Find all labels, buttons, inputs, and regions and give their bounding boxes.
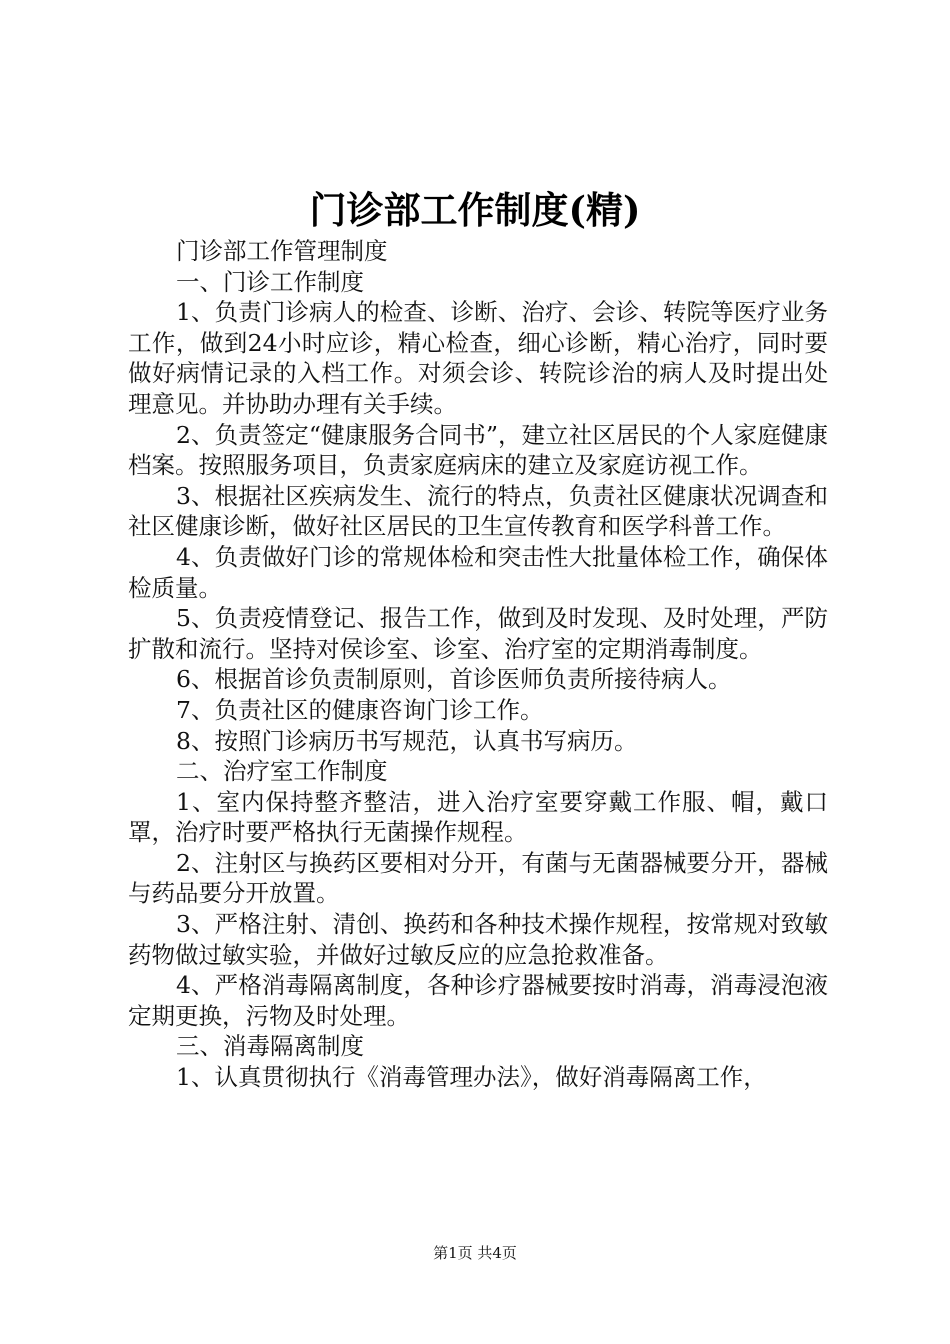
document-title: 门诊部工作制度(精) [309,188,641,232]
document-body [128,236,828,1093]
section-heading: 三、消毒隔离制度 [176,1032,364,1061]
section-heading: 一、门诊工作制度 [176,267,364,296]
paragraph: 3、严格注射、清创、换药和各种技术操作规程，按常规对致敏药物做过敏实验，并做好过敏反应的应急抢救准备。 [128,910,828,969]
page-footer: 第1页 共4页 [433,1244,517,1262]
section-heading: 门诊部工作管理制度 [176,237,388,265]
paragraph: 4、严格消毒隔离制度，各种诊疗器械要按时消毒，消毒浸泡液定期更换，污物及时处理。 [128,971,828,1030]
paragraph: 5、负责疫情登记、报告工作，做到及时发现、及时处理，严防扩散和流行。坚持对侯诊室、诊室、治疗室的定期消毒制度。 [128,604,828,663]
paragraph: 7、负责社区的健康咨询门诊工作。 [176,695,544,724]
paragraph: 8、按照门诊病历书写规范，认真书写病历。 [176,726,638,755]
paragraph: 6、根据首诊负责制原则，首诊医师负责所接待病人。 [176,665,732,694]
paragraph: 4、负责做好门诊的常规体检和突击性大批量体检工作，确保体检质量。 [128,542,828,602]
paragraph: 2、注射区与换药区要相对分开，有菌与无菌器械要分开，器械与药品要分开放置。 [128,848,828,908]
paragraph: 2、负责签定“健康服务合同书”，建立社区居民的个人家庭健康档案。按照服务项目，负责家庭病床的建立及家庭访视工作。 [128,420,828,480]
paragraph: 1、负责门诊病人的检查、诊断、治疗、会诊、转院等医疗业务工作，做到24小时应诊，精心检查，细心诊断，精心治疗，同时要做好病情记录的入档工作。对须会诊、转院诊治的病人及时提出处理意见。并协助办理有关手续。 [128,298,828,418]
paragraph: 3、根据社区疾病发生、流行的特点，负责社区健康状况调查和社区健康诊断，做好社区居民的卫生宣传教育和医学科普工作。 [128,481,828,541]
paragraph: 1、室内保持整齐整洁，进入治疗室要穿戴工作服、帽，戴口罩，治疗时要严格执行无菌操作规程。 [128,787,828,847]
paragraph: 1、认真贯彻执行《消毒管理办法》，做好消毒隔离工作， [176,1063,767,1092]
section-heading: 二、治疗室工作制度 [176,757,388,786]
